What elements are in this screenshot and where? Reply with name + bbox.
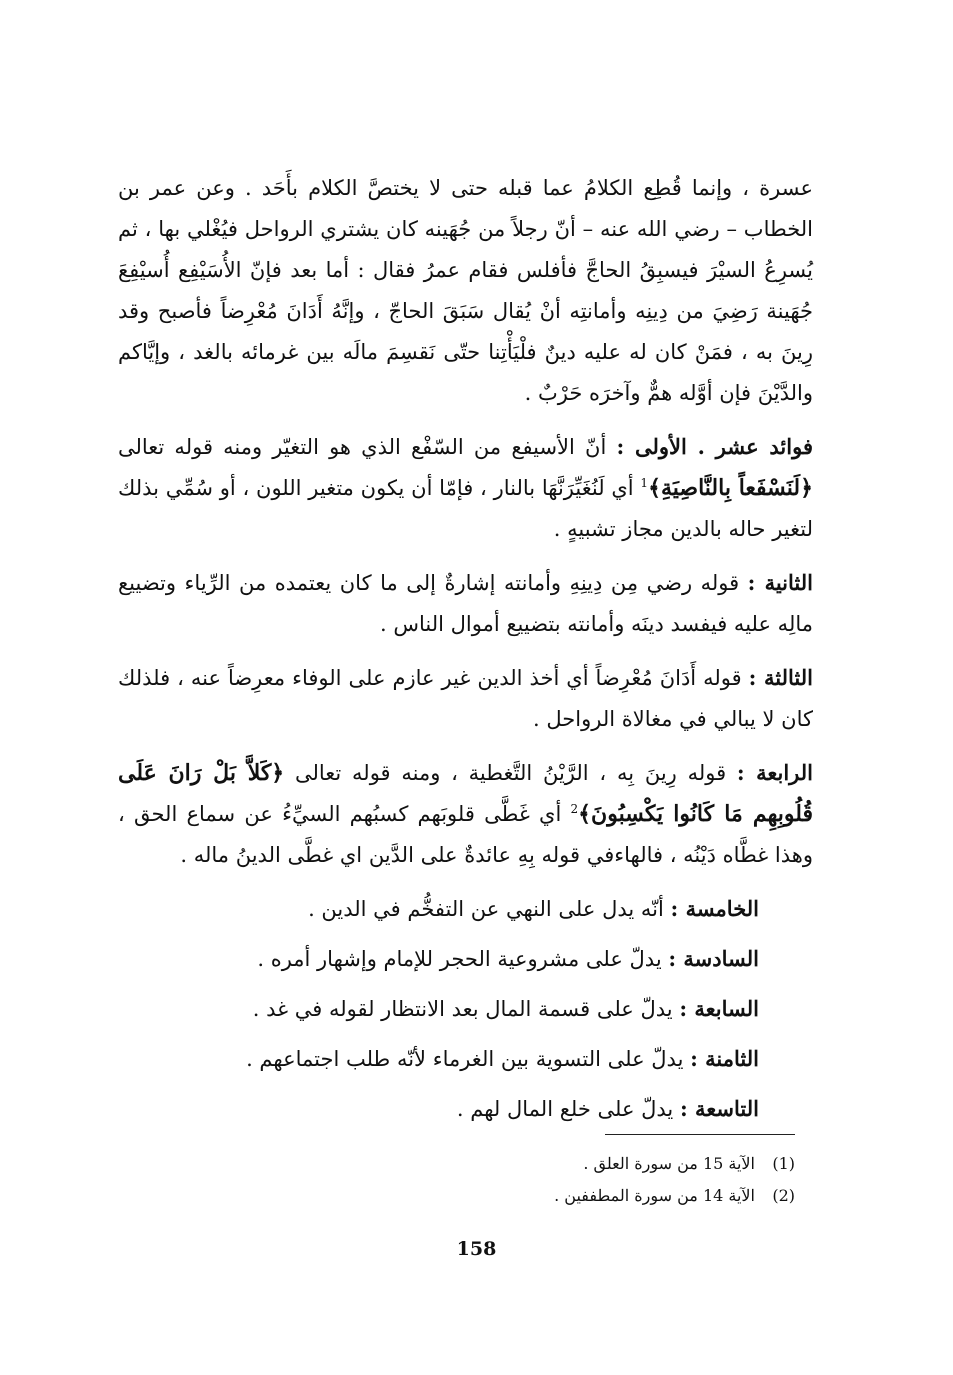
paragraph-text: قوله أَدَانَ مُعْرِضاً أي أخذ الدين غير عازم على الوفاء معرِضاً عنه ، فلذلك كان لا يبالي في مغالاة الرواحل . bbox=[118, 666, 813, 731]
quran-quote: ﴿كَلاَّ بَلْ رَانَ عَلَى قُلُوبِهِم مَا كَانُوا يَكْسِبُونَ﴾ bbox=[118, 760, 814, 827]
quran-quote: ﴿لَنَسْفَعاً بِالنَّاصِيَةِ﴾ bbox=[648, 475, 813, 501]
footnote-number: (1) bbox=[772, 1154, 795, 1173]
footnote bbox=[295, 1148, 795, 1180]
paragraph-text: أنّ الأسيفع من السّفْع الذي هو التغيّر ومنه قوله تعالى bbox=[118, 435, 607, 459]
item-text: أنّه يدل على النهي عن التفخُّم في الدين . bbox=[308, 897, 664, 921]
list-item bbox=[118, 1088, 813, 1130]
paragraph-intro bbox=[118, 168, 813, 414]
list-item bbox=[118, 938, 813, 980]
list-item bbox=[118, 988, 813, 1030]
paragraph-second-benefit bbox=[118, 562, 813, 645]
paragraph-text: أي غَطَّى قلوبَهم كسبُهم السيِّءُ عن سماع الحق ، وهذا غطَّاه دَيْنُه ، فالهاءفي قوله بِهِ عائدةٌ على الدَّين اي غطَّى الدينُ ماله . bbox=[118, 802, 813, 867]
item-heading: السادسة : bbox=[668, 946, 759, 971]
paragraph-text: عسرة ، وإنما قُطِع الكلامُ عما قبله حتى لا يختصَّ الكلام بأَحَد . وعن عمر بن الخطاب – رضي الله عنه – أنّ رجلاً من جُهَينه كان يشتري الرواحل فيُغْلي بها ، ثم يُسرِعُ السيْرَ فيسبِقُ الحاجَّ فأفلس فقام عمرُ فقال : أما بعد فإنّ الأُسَيْفِع أُسيْفِعَ جُهَينة رَضِيَ من دِينِه وأمانتِه أنْ يُقال سَبَقَ الحاجّ ، وإنَّهُ أَدَانَ مُعْرِضاً فأصبح وقد رِينَ به ، فمَنْ كان له عليه دينٌ فلْيَأْتِنا حتّى نَقسِمَ مالَه بين غرمائه بالغد ، وإيَّاكم والدَّيْنَ فإن أوَّله همٌّ وآخرَه حَرْبٌ . bbox=[118, 176, 813, 405]
item-heading: الخامسة : bbox=[670, 896, 759, 921]
paragraph-text: قوله رِينَ بِه ، الرَّيْنُ التَّغطية ، ومنه قوله تعالى bbox=[294, 761, 727, 785]
footnote-number: (2) bbox=[772, 1186, 795, 1205]
list-item bbox=[118, 1038, 813, 1080]
page-number: 158 bbox=[456, 1238, 497, 1260]
paragraph-fourth-benefit bbox=[118, 752, 813, 876]
item-heading: التاسعة : bbox=[679, 1096, 759, 1121]
footnotes bbox=[295, 1148, 795, 1212]
item-text: يدلّ على قسمة المال بعد الانتظار لقوله في غد . bbox=[252, 997, 673, 1021]
item-heading: السابعة : bbox=[679, 996, 759, 1021]
paragraph-third-benefit bbox=[118, 657, 813, 740]
footnote-ref: 2 bbox=[570, 802, 579, 816]
item-text: يدلّ على مشروعية الحجر للإمام وإشهار أمره . bbox=[257, 947, 662, 971]
paragraph-heading: الرابعة : bbox=[736, 760, 813, 785]
list-item bbox=[118, 888, 813, 930]
paragraph-heading: الثالثة : bbox=[748, 665, 813, 690]
paragraph-text: قوله رضي مِن دِينِهِ وأمانته إشارةٌ إلى ما كان يعتمده من الرِّياء وتضييع مالِه عليه فيفسد دينَه وأمانته بتضييع أموال الناس . bbox=[118, 571, 813, 636]
item-heading: الثامنة : bbox=[690, 1046, 759, 1071]
footnote-ref: 1 bbox=[640, 476, 649, 490]
paragraph-text: أي لَنُغَيِّرَنَّهَا بالنار ، فإمّا أن يكون متغير اللون ، أو سُمِّي بذلك لتغير حاله بالدين مجاز تشبيهٍ . bbox=[118, 476, 813, 541]
item-text: يدلّ على خلع المال لهم . bbox=[456, 1097, 674, 1121]
paragraph-heading: فوائد عشر . الأولى : bbox=[616, 434, 813, 459]
paragraph-heading: الثانية : bbox=[747, 570, 813, 595]
item-text: يدلّ على التسوية بين الغرماء لأنّه طلب اجتماعهم . bbox=[246, 1047, 684, 1071]
footnote bbox=[295, 1180, 795, 1212]
paragraph-first-benefit bbox=[118, 426, 813, 550]
footnote-divider bbox=[605, 1134, 795, 1135]
footnote-text: الآية 14 من سورة المطففين . bbox=[554, 1186, 755, 1205]
footnote-text: الآية 15 من سورة العلق . bbox=[583, 1154, 755, 1173]
page-body bbox=[118, 168, 813, 1138]
